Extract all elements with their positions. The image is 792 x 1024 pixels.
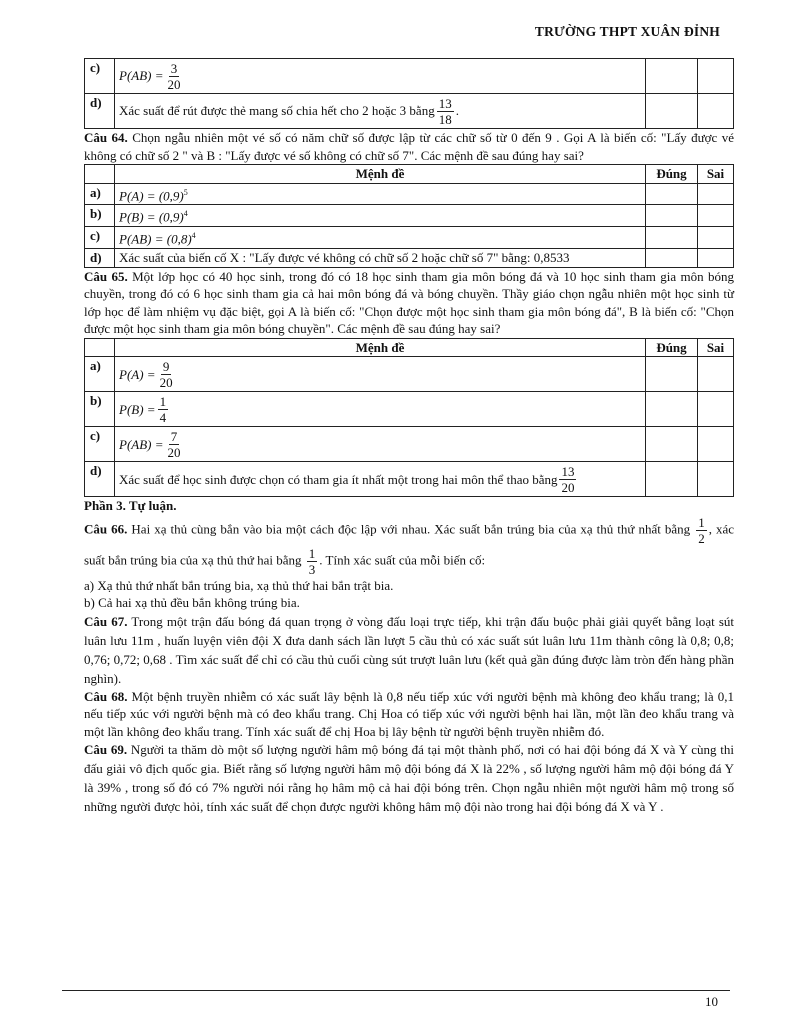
col-statement: Mệnh đề xyxy=(115,338,646,357)
true-cell[interactable] xyxy=(646,392,698,427)
table-top xyxy=(84,58,734,129)
statement-math: P(B) = (0,9) xyxy=(119,209,184,225)
fraction: $\frac{9}{20}$ xyxy=(159,358,173,390)
table-row: d) Xác suất của biến cố X : "Lấy được vé không có chữ số 2 hoặc chữ số 7" bằng: 0,8533 xyxy=(85,248,734,267)
statement-math: P(A) = (0,9) xyxy=(119,187,184,203)
table-row: b) $P(B) = (0,9)^4$ xyxy=(85,205,734,227)
fraction: $\frac{13}{18}$ xyxy=(438,95,452,127)
statement-text: Xác suất để rút được thẻ mang số chia hết cho 2 hoặc 3 bằng xyxy=(119,103,435,119)
col-true: Đúng xyxy=(646,338,698,357)
page-number: 10 xyxy=(705,994,718,1009)
statement-text: Xác suất của biến cố X : "Lấy được vé không có chữ số 2 hoặc chữ số 7" bằng: 0,8533 xyxy=(115,248,646,267)
question-65: Câu 65. Một lớp học có 40 học sinh, trong đó có 18 học sinh tham gia môn bóng đá và 10 học sinh tham gia môn bóng chuyền, trong đó có 6 học sinh tham gia cả hai môn bóng đá và bóng chuyền. Thầy giáo chọn ngẫu nhiên một học sinh từ lớp học để làm nhiệm vụ đặc biệt, gọi A là biến cố: "Chọn được một học sinh tham gia môn bóng đá", B là biến cố: "Chọn được một học sinh tham gia môn bóng chuyền". Các mệnh đề sau đúng hay sai? xyxy=(84,268,734,337)
q66-part-b: b) Cả hai xạ thủ đều bắn không trúng bia. xyxy=(84,595,300,611)
true-cell[interactable] xyxy=(646,462,698,497)
false-cell[interactable] xyxy=(698,227,734,249)
true-cell[interactable] xyxy=(646,205,698,227)
fraction: $\frac{1}{4}$ xyxy=(159,393,167,425)
row-label: c) xyxy=(85,59,115,94)
true-cell[interactable] xyxy=(646,59,698,94)
table-q64 xyxy=(84,164,734,268)
true-cell[interactable] xyxy=(646,94,698,129)
true-cell[interactable] xyxy=(646,357,698,392)
table-row: a) P(A) = $\frac{9}{20}$ xyxy=(85,357,734,392)
true-cell[interactable] xyxy=(646,227,698,249)
fraction: $\frac{7}{20}$ xyxy=(167,428,181,460)
page-content xyxy=(84,58,734,816)
table-row: a) $P(A) = (0,9)^5$ xyxy=(85,183,734,205)
table-row: d) Xác suất để rút được thẻ mang số chia hết cho 2 hoặc 3 bằng $\frac{13}{18}$ . xyxy=(85,94,734,129)
table-q65 xyxy=(84,338,734,498)
false-cell[interactable] xyxy=(698,94,734,129)
q66-part-a: a) Xạ thủ thứ nhất bắn trúng bia, xạ thủ thứ hai bắn trật bia. xyxy=(84,577,394,593)
question-64: Câu 64. Chọn ngẫu nhiên một vé số có năm chữ số được lập từ các chữ số từ 0 đến 9 . Gọi A là biến cố: "Lấy được vé không có chữ số 2 " và B : "Lấy được vé số không có chữ số 7". Các mệnh đề sau đúng hay sai? xyxy=(84,130,734,163)
true-cell[interactable] xyxy=(646,183,698,205)
fraction: $\frac{1}{3}$ xyxy=(308,545,316,577)
fraction: $\frac{13}{20}$ xyxy=(561,463,575,495)
false-cell[interactable] xyxy=(698,462,734,497)
true-cell[interactable] xyxy=(646,248,698,267)
col-false: Sai xyxy=(698,338,734,357)
false-cell[interactable] xyxy=(698,427,734,462)
row-label: d) xyxy=(85,94,115,129)
fraction: $\frac{3}{20}$ xyxy=(167,60,181,92)
false-cell[interactable] xyxy=(698,183,734,205)
statement-lhs: P(AB) = xyxy=(119,68,164,84)
question-67: Câu 67. Trong một trận đấu bóng đá quan trọng ở vòng đấu loại trực tiếp, khi trận đấu buộc phải giải quyết bằng loạt sút luân lưu 11m , huấn luyện viên đội X đưa danh sách lần lượt 5 cầu thủ có xác suất sút luân lưu 11m thành công là 0,8; 0,8; 0,76; 0,72; 0,68 . Tìm xác suất để chỉ có cầu thủ cuối cùng sút trượt luân lưu (kết quả gần đúng được làm tròn đến hàng phần nghìn). xyxy=(84,613,735,686)
part-3-title: Phần 3. Tự luận. xyxy=(84,498,177,514)
question-69: Câu 69. Người ta thăm dò một số lượng người hâm mộ bóng đá tại một thành phố, nơi có hai đội bóng đá X và Y cùng thi đấu giải vô địch quốc gia. Biết rằng số lượng người hâm mộ đội bóng đá X là 22% , số lượng người hâm mộ đội bóng đá Y là 39% , trong số đó có 7% người nói rằng họ hâm mộ cả hai đội bóng trên. Chọn ngẫu nhiên một người hâm mộ trong số những người được hỏi, tính xác suất để chọn được người không hâm mộ đội nào trong hai đội bóng đá X và Y . xyxy=(84,742,735,815)
table-row xyxy=(85,59,734,94)
footer-divider xyxy=(62,990,730,991)
table-row: c) $P(AB) = (0,8)^4$ xyxy=(85,227,734,249)
statement-math: P(AB) = (0,8) xyxy=(119,231,192,247)
col-true: Đúng xyxy=(646,165,698,184)
false-cell[interactable] xyxy=(698,392,734,427)
false-cell[interactable] xyxy=(698,357,734,392)
col-false: Sai xyxy=(698,165,734,184)
question-68: Câu 68. Một bệnh truyền nhiễm có xác suất lây bệnh là 0,8 nếu tiếp xúc với người bệnh mà không đeo khẩu trang; là 0,1 nếu tiếp xúc với người bệnh mà có đeo khẩu trang. Chị Hoa có tiếp xúc với người bệnh hai lần, một lần đeo khẩu trang và một lần không đeo khẩu trang. Tính xác suất để chị Hoa bị lây bệnh từ người bệnh truyền nhiễm đó. xyxy=(84,688,735,739)
false-cell[interactable] xyxy=(698,248,734,267)
false-cell[interactable] xyxy=(698,59,734,94)
col-statement: Mệnh đề xyxy=(115,165,646,184)
table-row: d) Xác suất để học sinh được chọn có tham gia ít nhất một trong hai môn thể thao bằng $\frac{13}{20}$ xyxy=(85,462,734,497)
fraction: $\frac{1}{2}$ xyxy=(698,514,705,546)
school-header: TRƯỜNG THPT XUÂN ĐỈNH xyxy=(534,24,720,39)
question-66: Câu 66. Hai xạ thủ cùng bắn vào bia một cách độc lập với nhau. Xác suất bắn trúng bia của xạ thủ thứ nhất bằng $\frac{1}{2}$ , xác suất bắn trúng bia của xạ thủ thứ hai bằng $\frac{1}{3}$ . Tính xác suất của mỗi biến cố: xyxy=(84,514,735,577)
false-cell[interactable] xyxy=(698,205,734,227)
true-cell[interactable] xyxy=(646,427,698,462)
table-row: c) P(AB) = $\frac{7}{20}$ xyxy=(85,427,734,462)
table-row: b) P(B) = $\frac{1}{4}$ xyxy=(85,392,734,427)
